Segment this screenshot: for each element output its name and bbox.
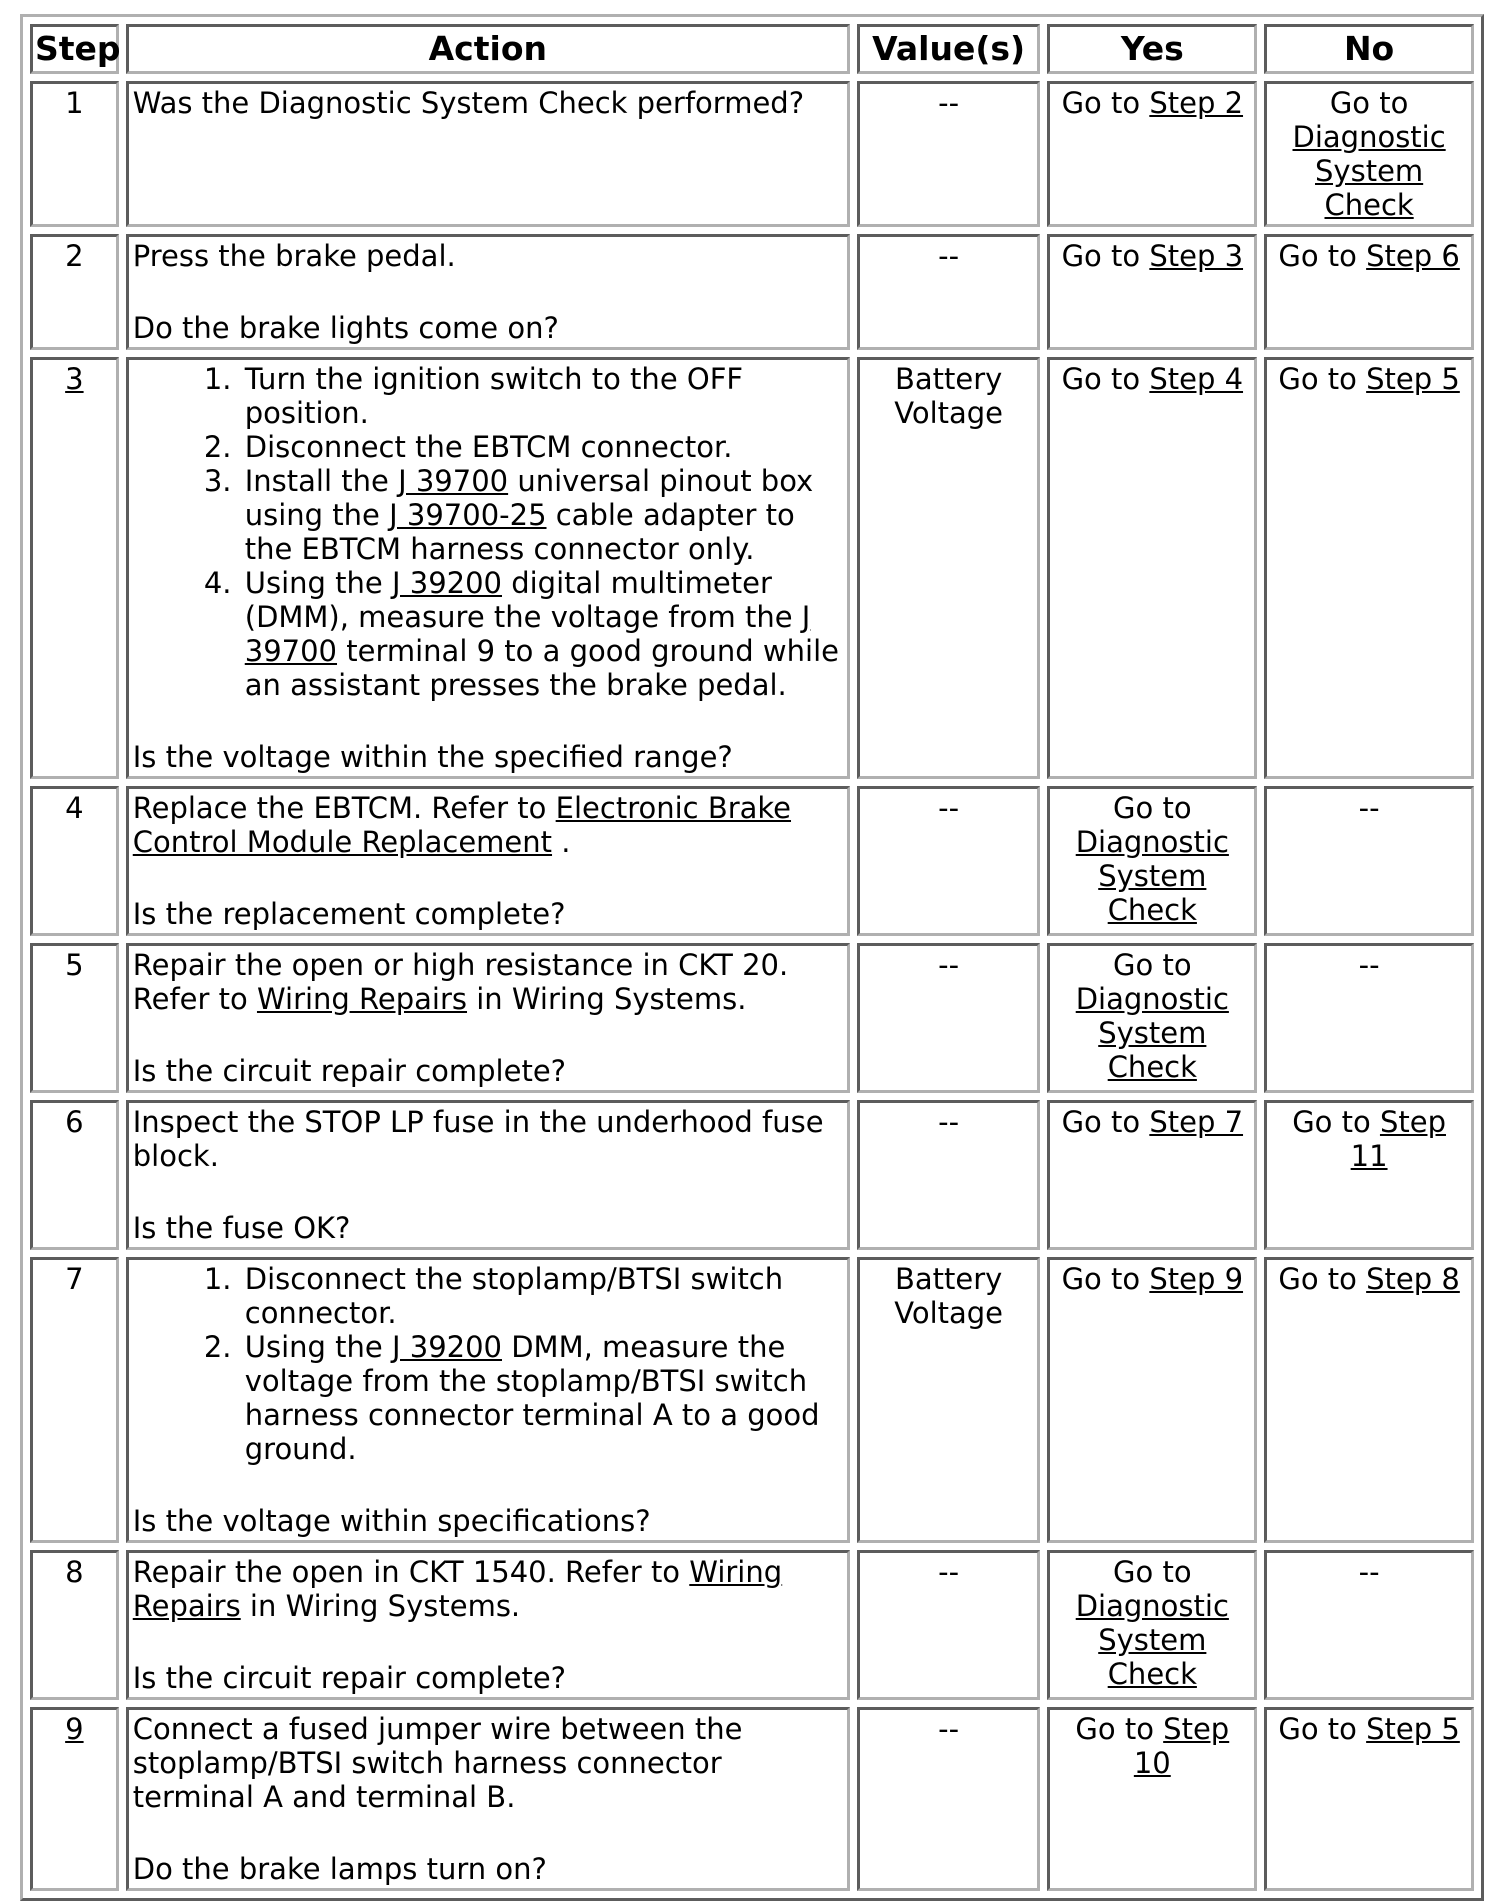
action-text-part: Repair the open or high resistance in CKT 20. Refer to	[132, 948, 789, 1016]
table-row	[30, 1707, 1474, 1891]
action-question: Is the voltage within the specified range?	[132, 740, 733, 774]
action-text: Press the brake pedal.	[132, 239, 456, 273]
go-to-label: Go to	[1329, 86, 1409, 120]
action-question: Is the voltage within specifications?	[132, 1504, 651, 1538]
tool-link[interactable]: J 39700	[398, 464, 509, 498]
diagnostic-table	[20, 14, 1484, 1901]
action-cell	[126, 943, 850, 1093]
yes-link[interactable]: Diagnostic System Check	[1075, 982, 1229, 1084]
list-text: universal pinout box using the	[244, 464, 814, 532]
action-cell	[126, 1707, 850, 1891]
action-question: Is the circuit repair complete?	[132, 1054, 567, 1088]
action-text	[133, 791, 843, 859]
yes-link[interactable]: Diagnostic System Check	[1075, 1589, 1229, 1691]
tool-link[interactable]: J 39200	[391, 566, 502, 600]
yes-cell	[1047, 357, 1257, 779]
action-question: Do the brake lamps turn on?	[132, 1852, 547, 1886]
yes-cell	[1047, 1550, 1257, 1700]
action-text-part: Repair the open in CKT 1540. Refer to	[132, 1555, 690, 1589]
value-cell: Battery Voltage	[857, 357, 1041, 779]
action-text: Inspect the STOP LP fuse in the underhood fuse block.	[132, 1105, 824, 1173]
step-number: 4	[30, 786, 119, 936]
list-item: 1. Turn the ignition switch to the OFF position.	[241, 362, 843, 430]
tool-link[interactable]: J 39700	[244, 600, 811, 668]
action-cell	[126, 1100, 850, 1250]
action-question: Is the fuse OK?	[132, 1211, 351, 1245]
action-question: Is the circuit repair complete?	[132, 1661, 567, 1695]
value-cell: --	[857, 786, 1041, 936]
step-number: 7	[30, 1257, 119, 1543]
no-cell	[1264, 357, 1474, 779]
procedure-link[interactable]: Wiring Repairs	[256, 982, 468, 1016]
step-number	[30, 357, 119, 779]
go-to-label: Go to	[1113, 791, 1192, 825]
header-yes: Yes	[1047, 24, 1257, 74]
list-text: terminal 9 to a good ground while an assistant presses the brake pedal.	[244, 634, 839, 702]
action-cell	[126, 357, 850, 779]
tool-link[interactable]: J 39700-25	[389, 498, 547, 532]
header-no: No	[1264, 24, 1474, 74]
no-cell: --	[1264, 786, 1474, 936]
action-text	[133, 948, 843, 1016]
no-link[interactable]: Step 8	[1366, 1262, 1460, 1296]
procedure-link[interactable]: Wiring Repairs	[132, 1555, 783, 1623]
table-row	[30, 786, 1474, 936]
value-cell: --	[857, 1100, 1041, 1250]
list-item	[241, 1330, 843, 1466]
go-to-label: Go to	[1061, 1262, 1150, 1296]
go-to-label: Go to	[1278, 239, 1367, 273]
no-cell: --	[1264, 943, 1474, 1093]
value-cell: --	[857, 1707, 1041, 1891]
list-text: Using the	[244, 566, 392, 600]
yes-link[interactable]: Step 4	[1149, 362, 1244, 396]
go-to-label: Go to	[1278, 1262, 1367, 1296]
step-number: 6	[30, 1100, 119, 1250]
action-text	[133, 1555, 843, 1623]
table-row	[30, 357, 1474, 779]
yes-link[interactable]: Step 3	[1149, 239, 1244, 273]
list-text: cable adapter to the EBTCM harness connector only.	[244, 498, 795, 566]
go-to-label: Go to	[1061, 239, 1150, 273]
step-number: 2	[30, 234, 119, 350]
step-number: 5	[30, 943, 119, 1093]
list-item: 1. Disconnect the stoplamp/BTSI switch connector.	[241, 1262, 843, 1330]
action-text-part: in Wiring Systems.	[240, 1589, 521, 1623]
step-number: 1	[30, 81, 119, 227]
yes-cell	[1047, 1707, 1257, 1891]
list-item	[241, 566, 843, 702]
list-text: Using the	[244, 1330, 392, 1364]
yes-link[interactable]: Step 2	[1149, 86, 1244, 120]
go-to-label: Go to	[1061, 362, 1150, 396]
action-text: Was the Diagnostic System Check performed?	[132, 86, 805, 120]
action-cell	[126, 1550, 850, 1700]
no-link[interactable]: Step 11	[1350, 1105, 1446, 1173]
go-to-label: Go to	[1278, 362, 1367, 396]
step-link[interactable]: 9	[65, 1712, 84, 1746]
no-cell	[1264, 1257, 1474, 1543]
header-action: Action	[126, 24, 850, 74]
go-to-label: Go to	[1061, 1105, 1150, 1139]
header-step: Step	[30, 24, 119, 74]
table-row	[30, 1257, 1474, 1543]
table-row	[30, 943, 1474, 1093]
value-cell: --	[857, 234, 1041, 350]
table-row	[30, 234, 1474, 350]
no-link[interactable]: Step 6	[1366, 239, 1460, 273]
yes-link[interactable]: Step 9	[1149, 1262, 1244, 1296]
instruction-list	[133, 362, 843, 702]
action-question: Do the brake lights come on?	[132, 311, 559, 345]
action-text-part: .	[552, 825, 571, 859]
no-cell: --	[1264, 1550, 1474, 1700]
yes-cell	[1047, 1100, 1257, 1250]
yes-cell	[1047, 81, 1257, 227]
table-row	[30, 81, 1474, 227]
no-link[interactable]: Step 5	[1366, 362, 1460, 396]
yes-link[interactable]: Diagnostic System Check	[1075, 825, 1229, 927]
list-text: DMM, measure the voltage from the stoplamp/BTSI switch harness connector terminal A to a good ground.	[244, 1330, 820, 1466]
step-number	[30, 1707, 119, 1891]
instruction-list	[133, 1262, 843, 1466]
action-cell	[126, 234, 850, 350]
no-link[interactable]: Diagnostic System Check	[1292, 120, 1446, 222]
table-row	[30, 1100, 1474, 1250]
no-link[interactable]: Step 5	[1366, 1712, 1460, 1746]
value-cell: --	[857, 1550, 1041, 1700]
go-to-label: Go to	[1061, 86, 1150, 120]
yes-link[interactable]: Step 7	[1149, 1105, 1244, 1139]
action-text-part: Replace the EBTCM. Refer to	[132, 791, 556, 825]
no-cell	[1264, 1707, 1474, 1891]
yes-cell	[1047, 1257, 1257, 1543]
procedure-link[interactable]: Electronic Brake Control Module Replacement	[132, 791, 792, 859]
yes-cell	[1047, 234, 1257, 350]
value-cell: Battery Voltage	[857, 1257, 1041, 1543]
go-to-label: Go to	[1113, 1555, 1192, 1589]
action-text-part: in Wiring Systems.	[467, 982, 747, 1016]
go-to-label: Go to	[1292, 1105, 1380, 1139]
go-to-label: Go to	[1075, 1712, 1164, 1746]
list-text: digital multimeter (DMM), measure the voltage from the	[244, 566, 802, 634]
table-header-row	[30, 24, 1474, 74]
go-to-label: Go to	[1278, 1712, 1367, 1746]
table-row	[30, 1550, 1474, 1700]
list-item: 2. Disconnect the EBTCM connector.	[241, 430, 843, 464]
header-values: Value(s)	[857, 24, 1041, 74]
step-number: 8	[30, 1550, 119, 1700]
step-link[interactable]: 3	[65, 362, 84, 396]
action-question: Is the replacement complete?	[132, 897, 566, 931]
yes-cell	[1047, 943, 1257, 1093]
action-cell	[126, 786, 850, 936]
action-text: Connect a fused jumper wire between the stoplamp/BTSI switch harness connector terminal A and terminal B.	[132, 1712, 743, 1814]
value-cell: --	[857, 943, 1041, 1093]
no-cell	[1264, 81, 1474, 227]
list-text: Install the	[244, 464, 399, 498]
action-cell	[126, 1257, 850, 1543]
go-to-label: Go to	[1113, 948, 1192, 982]
yes-cell	[1047, 786, 1257, 936]
no-cell	[1264, 234, 1474, 350]
list-item	[241, 464, 843, 566]
tool-link[interactable]: J 39200	[391, 1330, 502, 1364]
action-cell	[126, 81, 850, 227]
value-cell: --	[857, 81, 1041, 227]
yes-link[interactable]: Step 10	[1133, 1712, 1230, 1780]
no-cell	[1264, 1100, 1474, 1250]
